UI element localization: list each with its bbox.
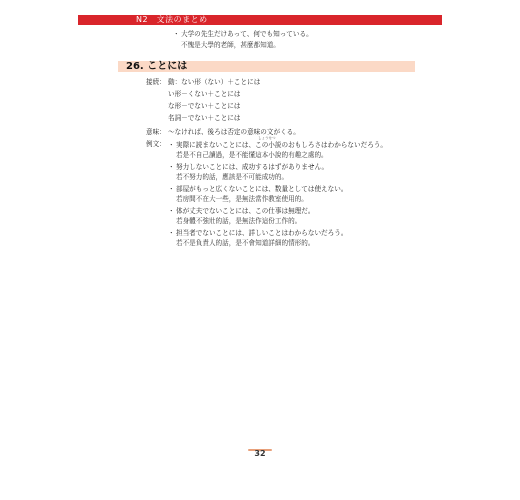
intro-example-zh: 不愧是大學的老師，甚麼都知道。 [181, 41, 280, 49]
connection-rule: な形－でない＋ことには [168, 102, 241, 110]
section-title: 26. ことには [126, 61, 188, 72]
bullet-icon: ・ [168, 163, 175, 171]
furigana: しょうせつ [258, 136, 276, 140]
page-number [240, 441, 280, 458]
chapter-header-title: N2 文法のまとめ [136, 15, 208, 24]
example-zh: 若身體不強壯的話，是無法作這份工作的。 [176, 217, 302, 225]
example-zh: 若房間不在大一些，是無法當作教室使用的。 [176, 195, 308, 203]
example-zh: 若不是負責人的話，是不會知道詳細的情形的。 [176, 239, 315, 247]
bullet-icon: ・ [168, 207, 175, 215]
meaning-text: ～なければ、後ろは否定の意味の文がくる。 [168, 128, 300, 136]
example-jp: 部屋がもっと広くないことには、数量としては使えない。 [176, 185, 348, 193]
bullet-icon: ・ [168, 185, 175, 193]
meaning-label: 意味： [146, 128, 166, 136]
connection-rule: 名詞－でない＋ことには [168, 114, 241, 122]
example-zh: 若不努力的話，應該是不可能成功的。 [176, 173, 289, 181]
examples-label: 例文： [146, 140, 166, 148]
example-jp: 体が丈夫でないことには、この仕事は無理だ。 [176, 207, 315, 215]
bullet-icon: ・ [173, 30, 180, 38]
chapter-header-bar [78, 15, 442, 25]
example-jp: 担当者でないことには、詳しいことはわからないだろう。 [176, 229, 348, 237]
connection-rule: 動：ない形（ない）＋ことには [168, 78, 261, 86]
bullet-icon: ・ [168, 229, 175, 237]
page-number-text: 32 [254, 449, 266, 458]
example-jp: 実際に読まないことには、この小説のおもしろさはわからないだろう。 [176, 141, 387, 149]
example-jp: 努力しないことには、成功するはずがありません。 [176, 163, 329, 171]
example-zh: 若是不自己讀過，是不能懂這本小說的有趣之處的。 [176, 151, 328, 159]
intro-example-jp: 大学の先生だけあって、何でも知っている。 [181, 30, 313, 38]
bullet-icon: ・ [168, 141, 175, 149]
connection-rule: い形－くない＋ことには [168, 90, 241, 98]
connection-label: 接続： [146, 78, 166, 86]
